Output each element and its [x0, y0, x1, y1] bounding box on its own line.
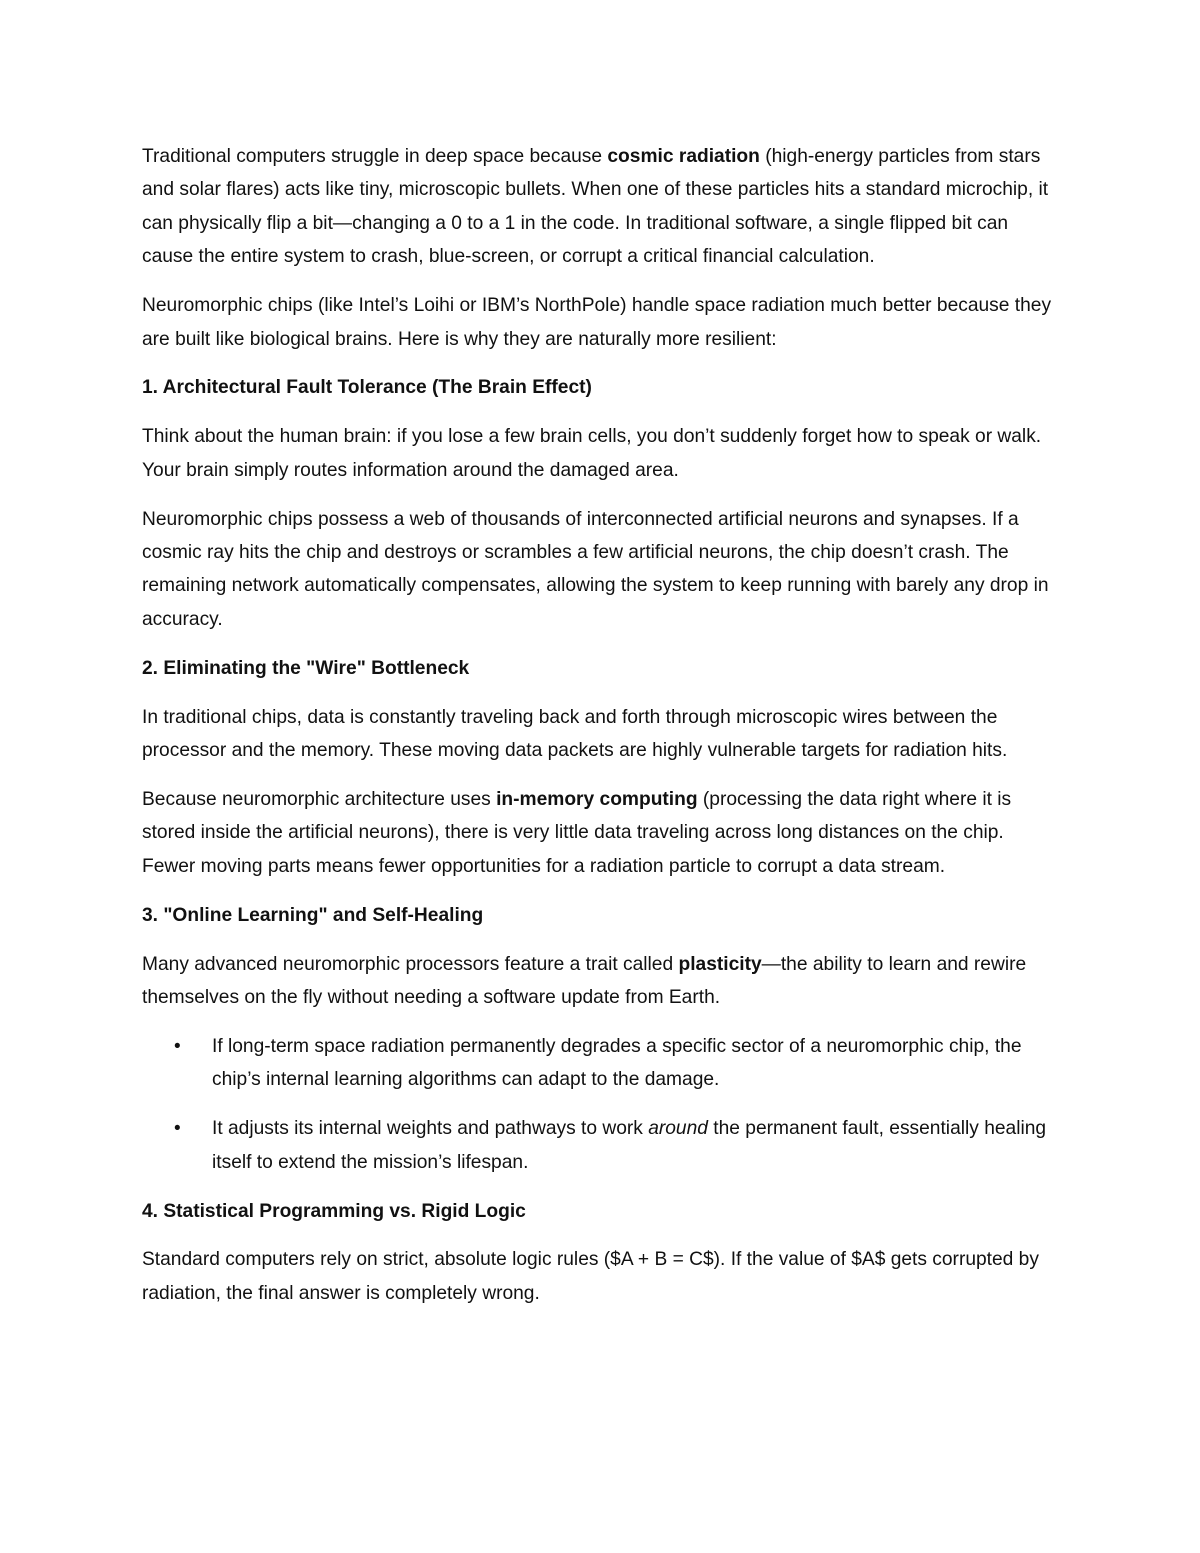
section2-paragraph-1: In traditional chips, data is constantly traveling back and forth through microscopic wires between the processor and the memory. These moving data packets are highly vulnerable targets for radiation hits. [142, 706, 1008, 762]
text-run: (high-energy particles from stars and solar flares) acts like tiny, microscopic bullets. When one of these particles hits a standard microchip, it can physically flip a bit—changing a 0 to a 1 in the code. In traditional software, a single flipped bit can cause the entire system to crash, blue-screen, or corrupt a critical financial calculation. [142, 146, 1049, 268]
section-heading-2: 2. Eliminating the "Wire" Bottleneck [142, 657, 470, 679]
text-run: the permanent fault, essentially healing itself to extend the mission’s lifespan. [212, 1118, 1047, 1173]
document-page [142, 140, 1057, 1326]
intro-paragraph-2: Neuromorphic chips (like Intel’s Loihi or IBM’s NorthPole) handle space radiation much better because they are built like biological brains. Here is why they are naturally more resilient: [142, 295, 1052, 350]
text-run: —the ability to learn and rewire themselves on the fly without needing a software update from Earth. [142, 953, 1027, 1009]
italic-term: around [648, 1118, 708, 1140]
text-run: Many advanced neuromorphic processors feature a trait called [142, 953, 679, 975]
text-run: (processing the data right where it is stored inside the artificial neurons), there is very little data traveling across long distances on the chip. Fewer moving parts means fewer opportunities for a radiation particle to corrupt a data stream. [142, 789, 1012, 877]
section1-paragraph-1: Think about the human brain: if you lose a few brain cells, you don’t suddenly forget how to speak or walk. Your brain simply routes information around the damaged area. [142, 426, 1042, 481]
list-item [212, 1112, 1057, 1179]
bold-term: cosmic radiation [607, 146, 760, 167]
section-heading-4: 4. Statistical Programming vs. Rigid Logic [142, 1200, 526, 1222]
section2-paragraph-2 [142, 783, 1057, 883]
section1-paragraph-2: Neuromorphic chips possess a web of thousands of interconnected artificial neurons and synapses. If a cosmic ray hits the chip and destroys or scrambles a few artificial neurons, the chip doesn’t crash. The remaining network automatically compensates, allowing the system to keep running with barely any drop in accuracy. [142, 508, 1049, 630]
section-heading-1: 1. Architectural Fault Tolerance (The Brain Effect) [142, 377, 592, 399]
section3-paragraph-1 [142, 948, 1057, 1015]
bold-term: in-memory computing [496, 789, 698, 810]
bold-term: plasticity [678, 953, 762, 975]
section4-paragraph-1: Standard computers rely on strict, absolute logic rules ($A + B = C$). If the value of $A$ gets corrupted by radiation, the final answer is completely wrong. [142, 1249, 1039, 1304]
text-run: Traditional computers struggle in deep space because [142, 146, 608, 167]
bullet-list [142, 1030, 1057, 1179]
intro-paragraph-1 [142, 140, 1057, 274]
text-run: It adjusts its internal weights and pathways to work [212, 1118, 649, 1140]
list-item: • If long-term space radiation permanently degrades a specific sector of a neuromorphic chip, the chip’s internal learning algorithms can adapt to the damage. [212, 1030, 1057, 1097]
text-run: Because neuromorphic architecture uses [142, 789, 497, 810]
section-heading-3: 3. "Online Learning" and Self-Healing [142, 904, 484, 926]
